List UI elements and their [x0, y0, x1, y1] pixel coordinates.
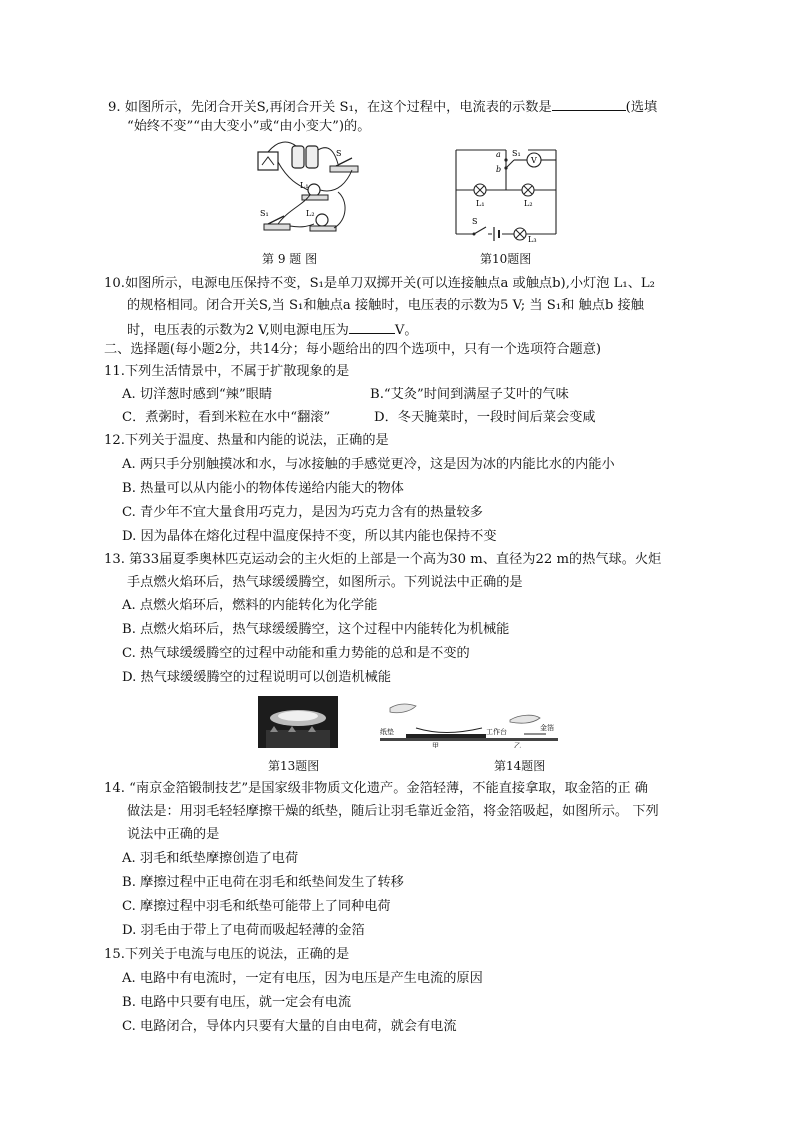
- switch-s1-icon: [264, 224, 290, 230]
- q13-option-b[interactable]: B. 点燃火焰环后，热气球缓缓腾空，这个过程中内能转化为机械能: [122, 622, 510, 637]
- q15-option-b[interactable]: B. 电路中只要有电压，就一定会有电流: [122, 995, 352, 1010]
- work-table: [380, 738, 558, 741]
- figure-13-photo: [258, 696, 338, 748]
- q9-answer-blank[interactable]: [552, 96, 626, 111]
- q10-line3: [127, 319, 418, 340]
- figure-14-caption: 第14题图: [494, 759, 546, 773]
- switch-s-icon: [330, 166, 358, 172]
- q14-option-d[interactable]: D. 羽毛由于带上了电荷而吸起轻薄的金箔: [122, 923, 365, 938]
- q11-option-c[interactable]: C．煮粥时，看到米粒在水中“翻滚”: [122, 410, 331, 425]
- bulb-l2-icon: [316, 214, 328, 226]
- fig10-label-v: V: [531, 156, 537, 165]
- hot-air-balloon-photo-icon: [258, 696, 338, 748]
- fig10-label-s1: S₁: [512, 149, 521, 158]
- q15-option-a[interactable]: A. 电路中有电流时，一定有电压，因为电压是产生电流的原因: [122, 971, 483, 986]
- fig10-label-b: b: [496, 165, 502, 174]
- fig14-label-yi: 乙: [514, 742, 521, 748]
- q11-option-d[interactable]: D．冬天腌菜时，一段时间后菜会变咸: [374, 410, 596, 425]
- q13-option-a[interactable]: A. 点燃火焰环后，燃料的内能转化为化学能: [122, 598, 378, 613]
- q13-line1: 13. 第33届夏季奥林匹克运动会的主火炬的上部是一个高为30 m、直径为22 m的热气球。火炬: [104, 552, 662, 567]
- feather-icon: [390, 704, 416, 713]
- fig9-label-l2: L₂: [306, 209, 315, 218]
- fig10-label-l1: L₁: [476, 199, 485, 208]
- q14-option-b[interactable]: B. 摩擦过程中正电荷在羽毛和纸垫间发生了转移: [122, 875, 404, 890]
- q9-line2: “始终不变”“由大变小”或“由小变大”)的。: [127, 119, 371, 134]
- q12-option-a[interactable]: A. 两只手分别触摸冰和水，与冰接触的手感觉更冷，这是因为冰的内能比水的内能小: [122, 457, 615, 472]
- q13-option-c[interactable]: C. 热气球缓缓腾空的过程中动能和重力势能的总和是不变的: [122, 646, 470, 661]
- q15-stem: 15.下列关于电流与电压的说法，正确的是: [104, 947, 350, 962]
- q11-option-a[interactable]: A. 切洋葱时感到“辣”眼睛: [122, 387, 273, 402]
- section-2-heading: 二、选择题(每小题2分，共14分；每小题给出的四个选项中，只有一个选项符合题意): [104, 342, 602, 357]
- fig14-label-gold-foil: 金箔: [540, 724, 554, 732]
- fig10-label-a: a: [496, 150, 501, 159]
- figure-14-diagram: [376, 700, 562, 748]
- fig9-label-s: S: [336, 149, 342, 158]
- q13-option-d[interactable]: D. 热气球缓缓腾空的过程说明可以创造机械能: [122, 670, 392, 685]
- q14-line3: 说法中正确的是: [127, 827, 220, 842]
- q10-text-a: 时，电压表的示数为2 V,则电源电压为: [127, 323, 349, 338]
- ammeter-icon: [258, 152, 278, 170]
- q14-line2: 做法是：用羽毛轻轻摩擦干燥的纸垫，随后让羽毛靠近金箔，将金箔吸起，如图所示。 下列: [127, 804, 659, 819]
- battery-icon: [292, 146, 304, 168]
- figure-13-caption: 第13题图: [268, 759, 320, 773]
- fig10-label-l3: L₃: [528, 235, 537, 242]
- fig14-label-work-table: 工作台: [486, 728, 507, 736]
- figure-10: [452, 146, 562, 242]
- bulb-l1-icon: [308, 184, 320, 196]
- fig10-label-s: S: [472, 217, 478, 226]
- q14-option-a[interactable]: A. 羽毛和纸垫摩擦创造了电荷: [122, 851, 299, 866]
- figure-9: [248, 140, 360, 244]
- q14-line1: 14. “南京金箔锻制技艺”是国家级非物质文化遗产。金箔轻薄，不能直接拿取，取金箔的正 确: [104, 781, 648, 796]
- figure-10-circuit: [452, 146, 562, 242]
- fig9-label-s1: S₁: [260, 209, 269, 218]
- q9-text-a: 9. 如图所示，先闭合开关S,再闭合开关 S₁，在这个过程中，电流表的示数是: [108, 100, 552, 115]
- q12-stem: 12.下列关于温度、热量和内能的说法，正确的是: [104, 433, 389, 448]
- figure-14: [376, 700, 562, 748]
- q10-line2: 的规格相同。闭合开关S,当 S₁和触点a 接触时，电压表的示数为5 V; 当 S₁和 触点b 接触: [127, 298, 644, 313]
- figure-9-circuit: [248, 140, 360, 244]
- q12-option-d[interactable]: D. 因为晶体在熔化过程中温度保持不变，所以其内能也保持不变: [122, 529, 497, 544]
- figure-9-caption: 第 9 题 图: [262, 252, 318, 266]
- q12-option-c[interactable]: C. 青少年不宜大量食用巧克力，是因为巧克力含有的热量较多: [122, 505, 483, 520]
- q10-answer-blank[interactable]: [349, 319, 395, 334]
- fig9-label-l1: L₁: [300, 181, 309, 190]
- q9-text-b: (选填: [625, 100, 658, 115]
- q9-line1: [108, 96, 657, 117]
- fig10-label-l2: L₂: [524, 199, 533, 208]
- q11-stem: 11.下列生活情景中，不属于扩散现象的是: [104, 364, 350, 379]
- fig14-label-jia: 甲: [432, 742, 439, 748]
- q10-text-b: V。: [394, 323, 418, 338]
- paper-pad: [406, 734, 486, 738]
- fig14-label-paper-pad: 纸垫: [380, 728, 394, 736]
- q13-line2: 手点燃火焰环后，热气球缓缓腾空，如图所示。下列说法中正确的是: [127, 575, 523, 590]
- q12-option-b[interactable]: B. 热量可以从内能小的物体传递给内能大的物体: [122, 481, 404, 496]
- q14-option-c[interactable]: C. 摩擦过程中羽毛和纸垫可能带上了同种电荷: [122, 899, 391, 914]
- q15-option-c[interactable]: C. 电路闭合，导体内只要有大量的自由电荷，就会有电流: [122, 1019, 457, 1034]
- q11-option-b[interactable]: B.“艾灸”时间到满屋子艾叶的气味: [370, 387, 569, 402]
- figure-10-caption: 第10题图: [480, 252, 532, 266]
- q10-line1: 10.如图所示，电源电压保持不变，S₁是单刀双掷开关(可以连接触点a 或触点b),小灯泡 L₁、L₂: [104, 276, 655, 291]
